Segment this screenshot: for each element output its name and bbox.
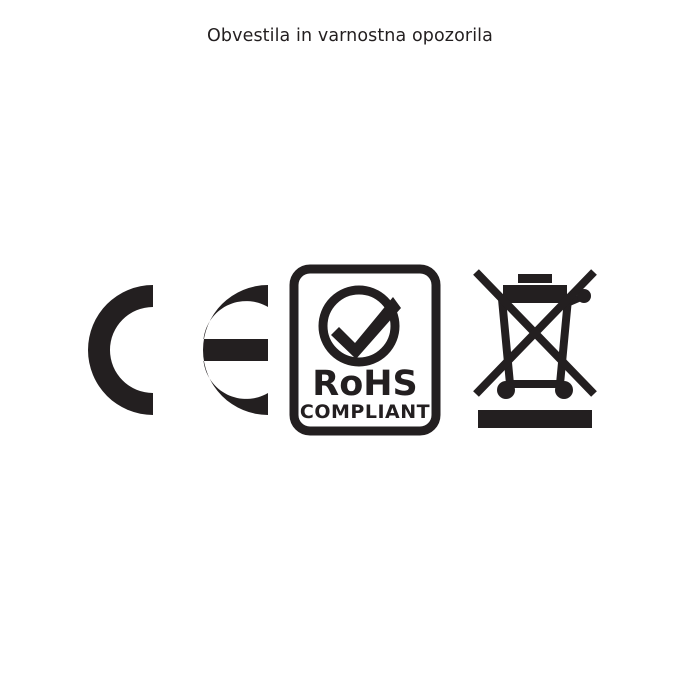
page-title: Obvestila in varnostna opozorila — [207, 26, 493, 46]
rohs-line2-text: COMPLIANT — [299, 401, 431, 423]
rohs-compliant-icon — [289, 264, 441, 436]
rohs-compliant-symbol — [280, 255, 450, 445]
weee-bin-symbol — [450, 255, 620, 445]
ce-mark-icon — [85, 275, 275, 425]
rohs-line1-text: RoHS — [312, 364, 418, 404]
crossed-out-wheeled-bin-icon — [470, 266, 600, 434]
ce-marking-symbol — [80, 255, 280, 445]
compliance-symbol-row — [0, 255, 700, 445]
